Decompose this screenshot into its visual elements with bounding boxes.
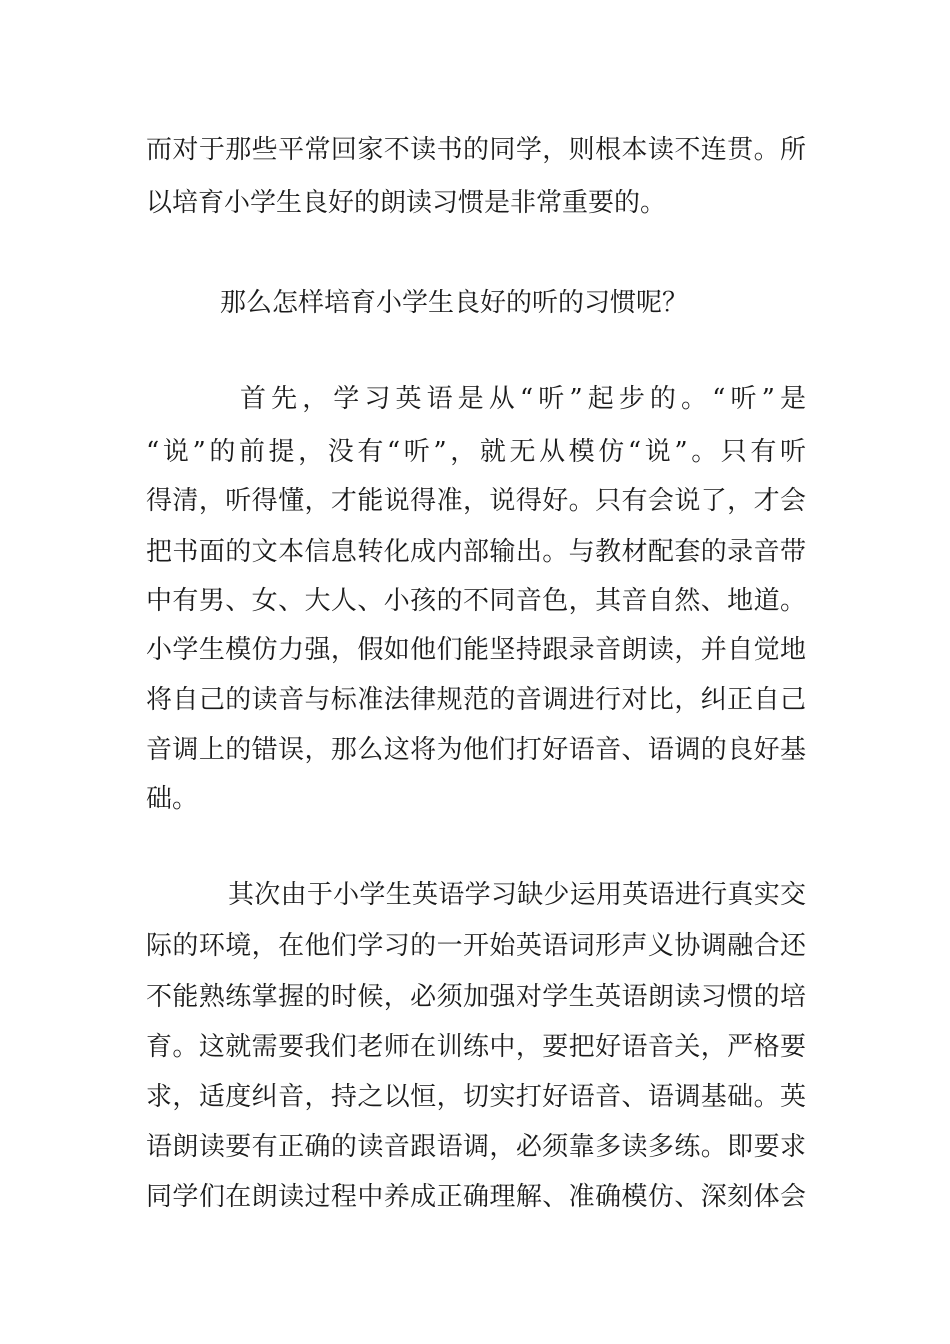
paragraph-line: 不能熟练掌握的时候，必须加强对学生英语朗读习惯的培 <box>146 982 806 1012</box>
paragraph-line: 育。这就需要我们老师在训练中，要把好语音关，严格要 <box>146 1032 806 1062</box>
section-question: 那么怎样培育小学生良好的听的习惯呢？ <box>220 288 689 318</box>
paragraph-line: 音调上的错误，那么这将为他们打好语音、语调的良好基 <box>146 735 806 765</box>
paragraph-line: 得清，听得懂，才能说得准，说得好。只有会说了，才会 <box>146 486 806 516</box>
paragraph-line: 将自己的读音与标准法律规范的音调进行对比，纠正自己 <box>146 685 806 715</box>
paragraph-line: 而对于那些平常回家不读书的同学，则根本读不连贯。所 <box>146 135 806 165</box>
paragraph-line: 求，适度纠音，持之以恒，切实打好语音、语调基础。英 <box>146 1082 806 1112</box>
paragraph-line: 中有男、女、大人、小孩的不同音色，其音自然、地道。 <box>146 586 806 616</box>
paragraph-line: 把书面的文本信息转化成内部输出。与教材配套的录音带 <box>146 537 806 567</box>
paragraph-line: 语朗读要有正确的读音跟语调，必须靠多读多练。即要求 <box>146 1132 806 1162</box>
paragraph-line: 首先，学习英语是从“听”起步的。“听”是 <box>240 384 806 414</box>
paragraph-line: 础。 <box>146 784 199 814</box>
paragraph-line: “说”的前提，没有“听”，就无从模仿“说”。只有听 <box>146 437 806 467</box>
paragraph-line: 小学生模仿力强，假如他们能坚持跟录音朗读，并自觉地 <box>146 635 806 665</box>
paragraph-line: 以培育小学生良好的朗读习惯是非常重要的。 <box>146 188 667 218</box>
paragraph-line: 际的环境，在他们学习的一开始英语词形声义协调融合还 <box>146 931 806 961</box>
paragraph-line: 同学们在朗读过程中养成正确理解、准确模仿、深刻体会 <box>146 1182 806 1212</box>
paragraph-line: 其次由于小学生英语学习缺少运用英语进行真实交 <box>228 880 806 910</box>
